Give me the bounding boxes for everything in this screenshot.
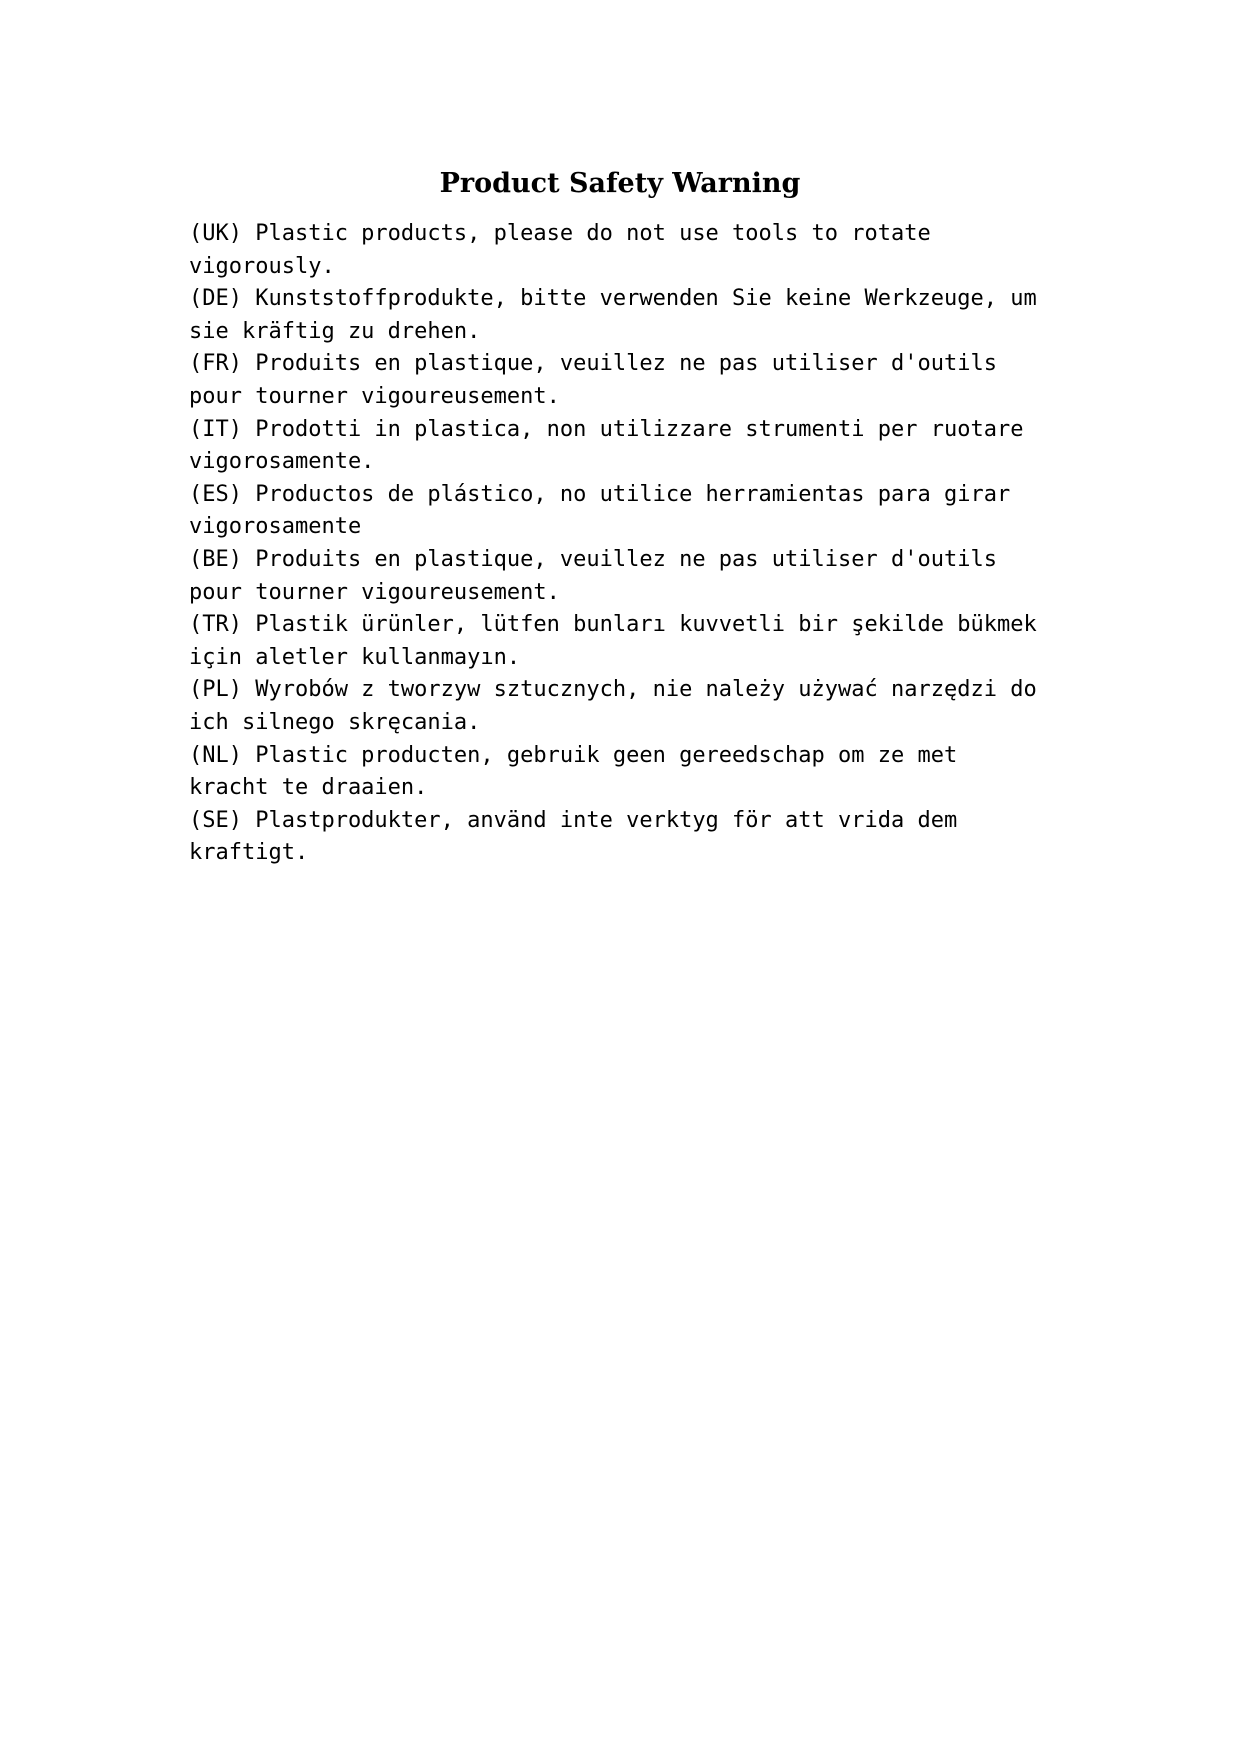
warning-be: (BE) Produits en plastique, veuillez ne pas utiliser d'outils pour tourner vigoureusement. bbox=[189, 546, 997, 605]
warning-uk: (UK) Plastic products, please do not use tools to rotate vigorously. bbox=[189, 221, 931, 279]
warning-list bbox=[189, 218, 1049, 870]
warning-de: (DE) Kunststoffprodukte, bitte verwenden Sie keine Werkzeuge, um sie kräftig zu drehen. bbox=[189, 286, 1037, 344]
warning-se: (SE) Plastprodukter, använd inte verktyg för att vrida dem kraftigt. bbox=[189, 807, 958, 866]
warning-es: (ES) Productos de plástico, no utilice herramientas para girar vigorosamente bbox=[189, 481, 1011, 540]
warning-it: (IT) Prodotti in plastica, non utilizzare strumenti per ruotare vigorosamente. bbox=[189, 416, 1024, 475]
warning-pl: (PL) Wyrobów z tworzyw sztucznych, nie należy używać narzędzi do ich silnego skręcania. bbox=[189, 677, 1037, 735]
warning-fr: (FR) Produits en plastique, veuillez ne pas utiliser d'outils pour tourner vigoureusement. bbox=[189, 351, 997, 409]
document-title: Product Safety Warning bbox=[439, 168, 801, 199]
warning-tr: (TR) Plastik ürünler, lütfen bunları kuvvetli bir şekilde bükmek için aletler kullanmayın. bbox=[189, 612, 1037, 670]
warning-nl: (NL) Plastic producten, gebruik geen gereedschap om ze met kracht te draaien. bbox=[189, 742, 958, 801]
